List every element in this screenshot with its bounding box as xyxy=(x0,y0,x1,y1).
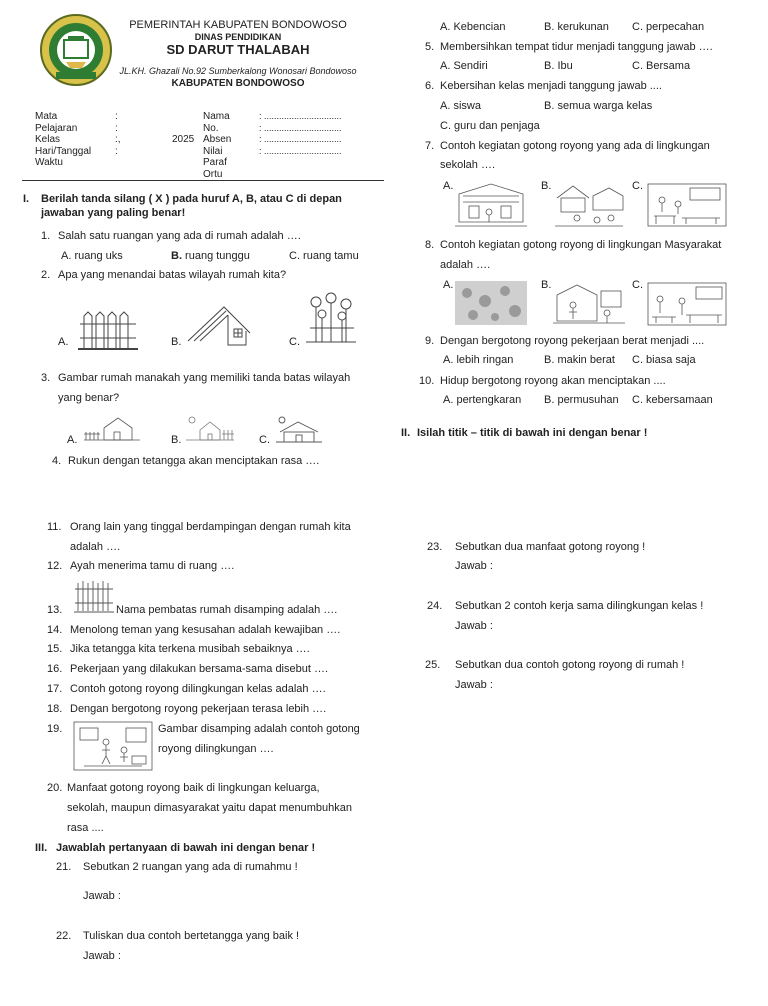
q20-text-line1: Manfaat gotong royong baik di lingkungan keluarga, xyxy=(67,782,320,794)
q1-number: 1. xyxy=(41,230,51,242)
q16-number: 16. xyxy=(47,663,63,675)
q22-text: Tuliskan dua contoh bertetangga yang baik ! xyxy=(83,930,300,942)
bamboo-fence-image xyxy=(74,579,114,613)
q24-text: Sebutkan 2 contoh kerja sama dilingkungan kelas ! xyxy=(455,600,704,612)
q11-text: Orang lain yang tinggal berdampingan dengan rumah kita xyxy=(70,521,351,533)
header-divider xyxy=(22,180,384,181)
q10-text: Hidup bergotong royong akan menciptakan .... xyxy=(440,375,666,387)
q10-option-b[interactable]: B. permusuhan xyxy=(544,394,619,406)
school-emblem-logo xyxy=(38,14,114,86)
header-regency: KABUPATEN BONDOWOSO xyxy=(171,78,305,89)
q11-text-line2: adalah …. xyxy=(70,541,121,553)
q15-text: Jika tetangga kita terkena musibah sebaiknya …. xyxy=(70,643,310,655)
q3-text-line1: Gambar rumah manakah yang memiliki tanda batas wilayah xyxy=(58,372,351,384)
q8-option-b[interactable]: B. xyxy=(541,279,552,291)
q22-answer-label[interactable]: Jawab : xyxy=(83,950,121,962)
house-roof-image xyxy=(184,303,254,347)
q5-option-a[interactable]: A. Sendiri xyxy=(440,60,488,72)
q4-number: 4. xyxy=(52,455,62,467)
q21-text: Sebutkan 2 ruangan yang ada di rumahmu ! xyxy=(83,861,298,873)
q10-number: 10. xyxy=(419,375,435,387)
q6-text: Kebersihan kelas menjadi tanggung jawab .... xyxy=(440,80,662,92)
section-1-title-line1: Berilah tanda silang ( X ) pada huruf A, B, atau C di depan xyxy=(41,193,342,205)
q2-text: Apa yang menandai batas wilayah rumah kita? xyxy=(58,269,287,281)
q18-number: 18. xyxy=(47,703,63,715)
identity-left-colons: : : :, : xyxy=(115,111,121,157)
q2-option-a[interactable]: A. xyxy=(58,336,69,348)
q23-answer-label[interactable]: Jawab : xyxy=(455,560,493,572)
section-2-number: II. xyxy=(401,427,411,439)
house-scene-image xyxy=(184,414,236,444)
section-1-number: I. xyxy=(23,193,30,205)
q6-option-a[interactable]: A. siswa xyxy=(440,100,481,112)
q9-number: 9. xyxy=(425,335,435,347)
q6-option-c[interactable]: C. guru dan penjaga xyxy=(440,120,540,132)
wooden-fence-image xyxy=(78,308,138,350)
q4-option-c[interactable]: C. perpecahan xyxy=(632,21,705,33)
q17-number: 17. xyxy=(47,683,63,695)
q6-number: 6. xyxy=(425,80,435,92)
q8-number: 8. xyxy=(425,239,435,251)
identity-right-labels: Nama No. Absen Nilai Paraf Ortu xyxy=(203,111,232,180)
q2-number: 2. xyxy=(41,269,51,281)
q20-text-line2: sekolah, maupun dimasyarakat yaitu dapat menumbuhkan xyxy=(67,802,352,814)
flower-fence-image xyxy=(304,292,358,344)
q21-answer-label[interactable]: Jawab : xyxy=(83,890,121,902)
q15-number: 15. xyxy=(47,643,63,655)
q19-text-line1: Gambar disamping adalah contoh gotong xyxy=(158,723,360,735)
q13-text: Nama pembatas rumah disamping adalah …. xyxy=(116,604,338,616)
q12-number: 12. xyxy=(47,560,63,572)
q1-text: Salah satu ruangan yang ada di rumah adalah …. xyxy=(58,230,301,242)
q7-option-b[interactable]: B. xyxy=(541,180,552,192)
q8-text-line1: Contoh kegiatan gotong royong di lingkungan Masyarakat xyxy=(440,239,722,251)
q9-option-b[interactable]: B. makin berat xyxy=(544,354,615,366)
q5-number: 5. xyxy=(425,41,435,53)
q14-number: 14. xyxy=(47,624,63,636)
q5-option-b[interactable]: B. Ibu xyxy=(544,60,573,72)
q8-text-line2: adalah …. xyxy=(440,259,491,271)
identity-left-labels: Mata Pelajaran Kelas Hari/Tanggal Waktu xyxy=(35,111,92,168)
q1-option-a[interactable]: A. ruang uks xyxy=(61,250,123,262)
q23-number: 23. xyxy=(427,541,443,553)
q22-number: 22. xyxy=(56,930,72,942)
q25-text: Sebutkan dua contoh gotong royong di rumah ! xyxy=(455,659,685,671)
header-school-name: SD DARUT THALABAH xyxy=(166,42,310,57)
q21-number: 21. xyxy=(56,861,72,873)
q8-option-a[interactable]: A. xyxy=(443,279,454,291)
q10-option-a[interactable]: A. pertengkaran xyxy=(443,394,522,406)
q7-option-a[interactable]: A. xyxy=(443,180,454,192)
q23-text: Sebutkan dua manfaat gotong royong ! xyxy=(455,541,646,553)
q17-text: Contoh gotong royong dilingkungan kelas adalah …. xyxy=(70,683,326,695)
q5-text: Membersihkan tempat tidur menjadi tanggung jawab …. xyxy=(440,41,713,53)
q9-option-c[interactable]: C. biasa saja xyxy=(632,354,696,366)
q3-option-b[interactable]: B. xyxy=(171,434,182,446)
q7-option-c[interactable]: C. xyxy=(632,180,643,192)
header-address: JL.KH. Ghazali No.92 Sumberkalong Wonosari Bondowoso xyxy=(119,66,357,76)
q1-option-c[interactable]: C. ruang tamu xyxy=(289,250,359,262)
q19-number: 19. xyxy=(47,723,63,735)
q8-option-c[interactable]: C. xyxy=(632,279,643,291)
q25-number: 25. xyxy=(425,659,441,671)
q9-option-a[interactable]: A. lebih ringan xyxy=(443,354,514,366)
q12-text: Ayah menerima tamu di ruang …. xyxy=(70,560,235,572)
q25-answer-label[interactable]: Jawab : xyxy=(455,679,493,691)
q13-number: 13. xyxy=(47,604,63,616)
neighborhood-work-image xyxy=(553,281,625,325)
q4-option-b[interactable]: B. kerukunan xyxy=(544,21,609,33)
section-2-title: Isilah titik – titik di bawah ini dengan benar ! xyxy=(417,427,648,439)
q19-text-line2: royong dilingkungan …. xyxy=(158,743,274,755)
q4-option-a[interactable]: A. Kebencian xyxy=(440,21,506,33)
identity-year: 2025 xyxy=(172,134,195,145)
village-cleaning-image xyxy=(646,281,728,327)
q2-option-b[interactable]: B. xyxy=(171,336,182,348)
q3-text-line2: yang benar? xyxy=(58,392,120,404)
q3-option-a[interactable]: A. xyxy=(67,434,78,446)
community-field-image xyxy=(455,281,527,325)
classroom-desks-image xyxy=(646,182,728,228)
section-3-number: III. xyxy=(35,842,48,854)
q4-text: Rukun dengan tetangga akan menciptakan rasa …. xyxy=(68,455,320,467)
q1-option-b-text: ruang tunggu xyxy=(182,250,250,262)
section-3-title: Jawablah pertanyaan di bawah ini dengan benar ! xyxy=(56,842,316,854)
q20-text-line3: rasa .... xyxy=(67,822,104,834)
q18-text: Dengan bergotong royong pekerjaan terasa lebih …. xyxy=(70,703,327,715)
q1-option-b-letter: B. xyxy=(171,250,182,262)
q11-number: 11. xyxy=(47,521,62,533)
header-department: DINAS PENDIDIKAN xyxy=(194,32,282,42)
classroom-cleaning-image xyxy=(72,720,154,772)
q14-text: Menolong teman yang kesusahan adalah kewajiban …. xyxy=(70,624,341,636)
header-government: PEMERINTAH KABUPATEN BONDOWOSO xyxy=(129,19,347,31)
q2-option-c[interactable]: C. xyxy=(289,336,300,348)
q20-number: 20. xyxy=(47,782,63,794)
q7-text-line2: sekolah …. xyxy=(440,159,496,171)
school-garden-image xyxy=(455,182,527,228)
q9-text: Dengan bergotong royong pekerjaan berat menjadi .... xyxy=(440,335,705,347)
yard-cleaning-image xyxy=(553,182,625,228)
q24-number: 24. xyxy=(427,600,443,612)
section-1-title-line2: jawaban yang paling benar! xyxy=(41,207,186,219)
q24-answer-label[interactable]: Jawab : xyxy=(455,620,493,632)
q7-number: 7. xyxy=(425,140,435,152)
q3-option-c[interactable]: C. xyxy=(259,434,270,446)
q1-option-b[interactable] xyxy=(171,250,250,262)
q16-text: Pekerjaan yang dilakukan bersama-sama disebut …. xyxy=(70,663,329,675)
q6-option-b[interactable]: B. semua warga kelas xyxy=(544,100,653,112)
identity-right-values: : ............................... : ............................... : ............................... : ............................... xyxy=(259,111,342,156)
q10-option-c[interactable]: C. kebersamaan xyxy=(632,394,713,406)
small-house-image xyxy=(274,414,324,444)
house-with-fence-image xyxy=(82,414,142,444)
q7-text-line1: Contoh kegiatan gotong royong yang ada di lingkungan xyxy=(440,140,710,152)
q5-option-c[interactable]: C. Bersama xyxy=(632,60,691,72)
q3-number: 3. xyxy=(41,372,51,384)
